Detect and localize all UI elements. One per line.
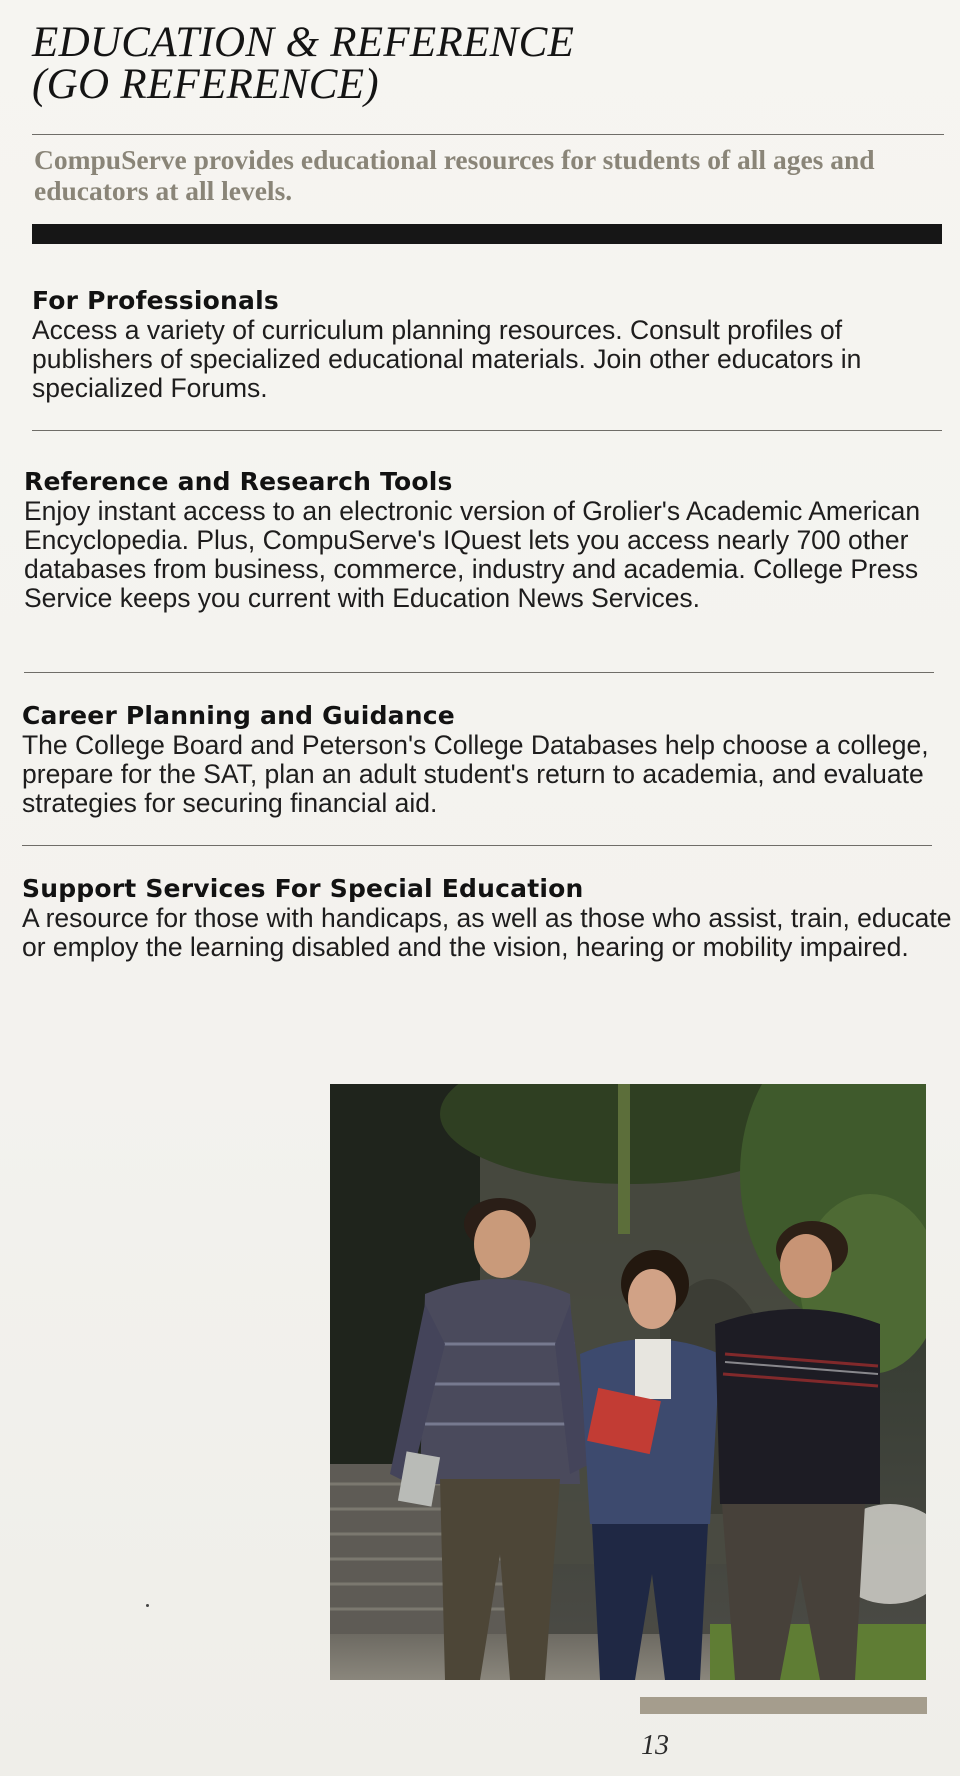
section-heading: Support Services For Special Education	[22, 874, 584, 903]
section-divider	[32, 430, 942, 431]
students-photo	[330, 1084, 926, 1680]
section-body: A resource for those with handicaps, as well as those who assist, train, educate or employ the learning disabled and the vision, hearing or mobility impaired.	[22, 903, 952, 962]
accent-bar	[640, 1697, 927, 1714]
section-body: Enjoy instant access to an electronic version of Grolier's Academic American Encyclopedia. Plus, CompuServe's IQuest lets you access nearly 700 other databases from business, commerce, industry and academia. College Press Service keeps you current with Education News Services.	[24, 496, 921, 613]
title-divider	[32, 134, 944, 135]
section-heading: For Professionals	[32, 286, 279, 315]
section-reference-research-tools	[24, 467, 954, 613]
section-divider	[22, 845, 932, 846]
thick-divider	[32, 224, 942, 244]
section-heading: Career Planning and Guidance	[22, 701, 455, 730]
intro-paragraph: CompuServe provides educational resources for students of all ages and educators at all levels.	[34, 144, 875, 206]
section-divider	[24, 672, 934, 673]
section-special-education	[22, 874, 952, 962]
section-career-planning	[22, 701, 952, 818]
page-number: 13	[641, 1730, 669, 1761]
section-for-professionals	[32, 286, 960, 403]
section-heading: Reference and Research Tools	[24, 467, 453, 496]
page-title	[32, 19, 912, 108]
print-speck	[146, 1604, 149, 1607]
section-body: Access a variety of curriculum planning resources. Consult profiles of publishers of specialized educational materials. Join other educators in specialized Forums.	[32, 315, 862, 403]
section-body: The College Board and Peterson's College Databases help choose a college, prepare for the SAT, plan an adult student's return to academia, and evaluate strategies for securing financial aid.	[22, 730, 929, 818]
page-title-line-2: (GO REFERENCE)	[32, 61, 379, 108]
page-title-line-1: EDUCATION & REFERENCE	[32, 19, 575, 66]
